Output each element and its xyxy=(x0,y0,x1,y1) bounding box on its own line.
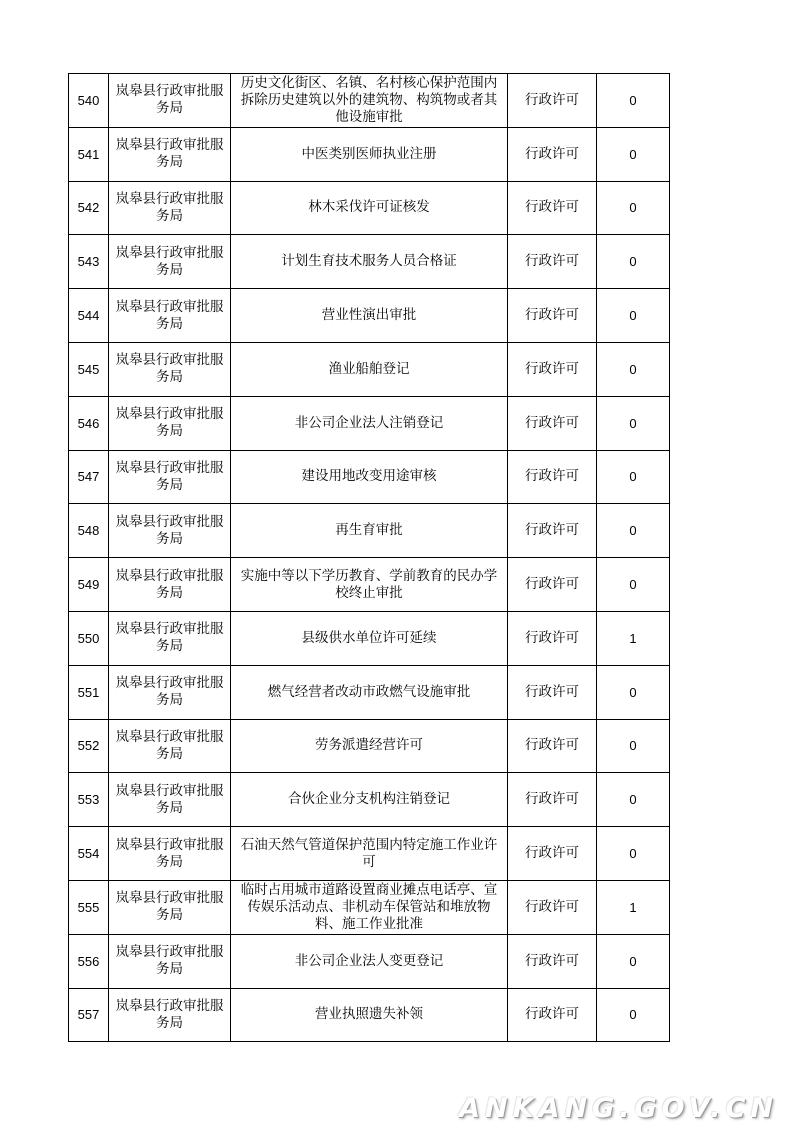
count-cell: 0 xyxy=(597,450,670,504)
item-name-cell: 实施中等以下学历教育、学前教育的民办学校终止审批 xyxy=(231,558,508,612)
count-cell: 0 xyxy=(597,773,670,827)
count-cell: 1 xyxy=(597,880,670,934)
row-number: 546 xyxy=(69,396,109,450)
table-row xyxy=(69,450,670,504)
department-cell: 岚皋县行政审批服务局 xyxy=(109,773,231,827)
item-name-cell: 渔业船舶登记 xyxy=(231,342,508,396)
department-cell: 岚皋县行政审批服务局 xyxy=(109,450,231,504)
table-row xyxy=(69,719,670,773)
table-row xyxy=(69,396,670,450)
item-name-cell: 营业执照遗失补领 xyxy=(231,988,508,1042)
table-row xyxy=(69,181,670,235)
department-cell: 岚皋县行政审批服务局 xyxy=(109,74,231,128)
item-name-cell: 石油天然气管道保护范围内特定施工作业许可 xyxy=(231,827,508,881)
table-row xyxy=(69,827,670,881)
table-row xyxy=(69,665,670,719)
department-cell: 岚皋县行政审批服务局 xyxy=(109,127,231,181)
count-cell: 1 xyxy=(597,611,670,665)
table-body xyxy=(69,74,670,1042)
count-cell: 0 xyxy=(597,74,670,128)
table-row xyxy=(69,773,670,827)
row-number: 542 xyxy=(69,181,109,235)
count-cell: 0 xyxy=(597,127,670,181)
department-cell: 岚皋县行政审批服务局 xyxy=(109,934,231,988)
category-cell: 行政许可 xyxy=(508,665,597,719)
row-number: 547 xyxy=(69,450,109,504)
department-cell: 岚皋县行政审批服务局 xyxy=(109,665,231,719)
department-cell: 岚皋县行政审批服务局 xyxy=(109,181,231,235)
row-number: 553 xyxy=(69,773,109,827)
item-name-cell: 林木采伐许可证核发 xyxy=(231,181,508,235)
row-number: 543 xyxy=(69,235,109,289)
table-row xyxy=(69,127,670,181)
row-number: 552 xyxy=(69,719,109,773)
category-cell: 行政许可 xyxy=(508,450,597,504)
department-cell: 岚皋县行政审批服务局 xyxy=(109,880,231,934)
category-cell: 行政许可 xyxy=(508,934,597,988)
row-number: 550 xyxy=(69,611,109,665)
category-cell: 行政许可 xyxy=(508,396,597,450)
count-cell: 0 xyxy=(597,235,670,289)
category-cell: 行政许可 xyxy=(508,235,597,289)
row-number: 544 xyxy=(69,289,109,343)
category-cell: 行政许可 xyxy=(508,988,597,1042)
item-name-cell: 县级供水单位许可延续 xyxy=(231,611,508,665)
row-number: 541 xyxy=(69,127,109,181)
row-number: 551 xyxy=(69,665,109,719)
row-number: 556 xyxy=(69,934,109,988)
table-row xyxy=(69,235,670,289)
table-row xyxy=(69,74,670,128)
item-name-cell: 燃气经营者改动市政燃气设施审批 xyxy=(231,665,508,719)
table-row xyxy=(69,289,670,343)
count-cell: 0 xyxy=(597,396,670,450)
count-cell: 0 xyxy=(597,988,670,1042)
item-name-cell: 中医类别医师执业注册 xyxy=(231,127,508,181)
row-number: 554 xyxy=(69,827,109,881)
department-cell: 岚皋县行政审批服务局 xyxy=(109,558,231,612)
row-number: 540 xyxy=(69,74,109,128)
category-cell: 行政许可 xyxy=(508,127,597,181)
count-cell: 0 xyxy=(597,504,670,558)
table-row xyxy=(69,558,670,612)
count-cell: 0 xyxy=(597,665,670,719)
category-cell: 行政许可 xyxy=(508,827,597,881)
table-row xyxy=(69,504,670,558)
department-cell: 岚皋县行政审批服务局 xyxy=(109,827,231,881)
category-cell: 行政许可 xyxy=(508,74,597,128)
department-cell: 岚皋县行政审批服务局 xyxy=(109,611,231,665)
category-cell: 行政许可 xyxy=(508,289,597,343)
table-row xyxy=(69,611,670,665)
category-cell: 行政许可 xyxy=(508,611,597,665)
item-name-cell: 计划生育技术服务人员合格证 xyxy=(231,235,508,289)
approval-items-table xyxy=(68,73,670,1042)
count-cell: 0 xyxy=(597,289,670,343)
category-cell: 行政许可 xyxy=(508,504,597,558)
row-number: 548 xyxy=(69,504,109,558)
count-cell: 0 xyxy=(597,719,670,773)
category-cell: 行政许可 xyxy=(508,558,597,612)
table-row xyxy=(69,342,670,396)
item-name-cell: 非公司企业法人注销登记 xyxy=(231,396,508,450)
category-cell: 行政许可 xyxy=(508,181,597,235)
count-cell: 0 xyxy=(597,181,670,235)
department-cell: 岚皋县行政审批服务局 xyxy=(109,719,231,773)
category-cell: 行政许可 xyxy=(508,719,597,773)
department-cell: 岚皋县行政审批服务局 xyxy=(109,342,231,396)
row-number: 549 xyxy=(69,558,109,612)
count-cell: 0 xyxy=(597,827,670,881)
table-row xyxy=(69,880,670,934)
item-name-cell: 合伙企业分支机构注销登记 xyxy=(231,773,508,827)
row-number: 557 xyxy=(69,988,109,1042)
item-name-cell: 劳务派遣经营许可 xyxy=(231,719,508,773)
item-name-cell: 临时占用城市道路设置商业摊点电话亭、宣传娱乐活动点、非机动车保管站和堆放物料、施工作业批准 xyxy=(231,880,508,934)
department-cell: 岚皋县行政审批服务局 xyxy=(109,235,231,289)
item-name-cell: 非公司企业法人变更登记 xyxy=(231,934,508,988)
department-cell: 岚皋县行政审批服务局 xyxy=(109,988,231,1042)
count-cell: 0 xyxy=(597,558,670,612)
item-name-cell: 营业性演出审批 xyxy=(231,289,508,343)
department-cell: 岚皋县行政审批服务局 xyxy=(109,396,231,450)
item-name-cell: 再生育审批 xyxy=(231,504,508,558)
table-row xyxy=(69,988,670,1042)
table-row xyxy=(69,934,670,988)
count-cell: 0 xyxy=(597,342,670,396)
count-cell: 0 xyxy=(597,934,670,988)
department-cell: 岚皋县行政审批服务局 xyxy=(109,289,231,343)
row-number: 545 xyxy=(69,342,109,396)
category-cell: 行政许可 xyxy=(508,342,597,396)
row-number: 555 xyxy=(69,880,109,934)
department-cell: 岚皋县行政审批服务局 xyxy=(109,504,231,558)
item-name-cell: 历史文化街区、名镇、名村核心保护范围内拆除历史建筑以外的建筑物、构筑物或者其他设施审批 xyxy=(231,74,508,128)
item-name-cell: 建设用地改变用途审核 xyxy=(231,450,508,504)
category-cell: 行政许可 xyxy=(508,773,597,827)
site-watermark: ANKANG.GOV.CN xyxy=(459,1093,778,1124)
category-cell: 行政许可 xyxy=(508,880,597,934)
